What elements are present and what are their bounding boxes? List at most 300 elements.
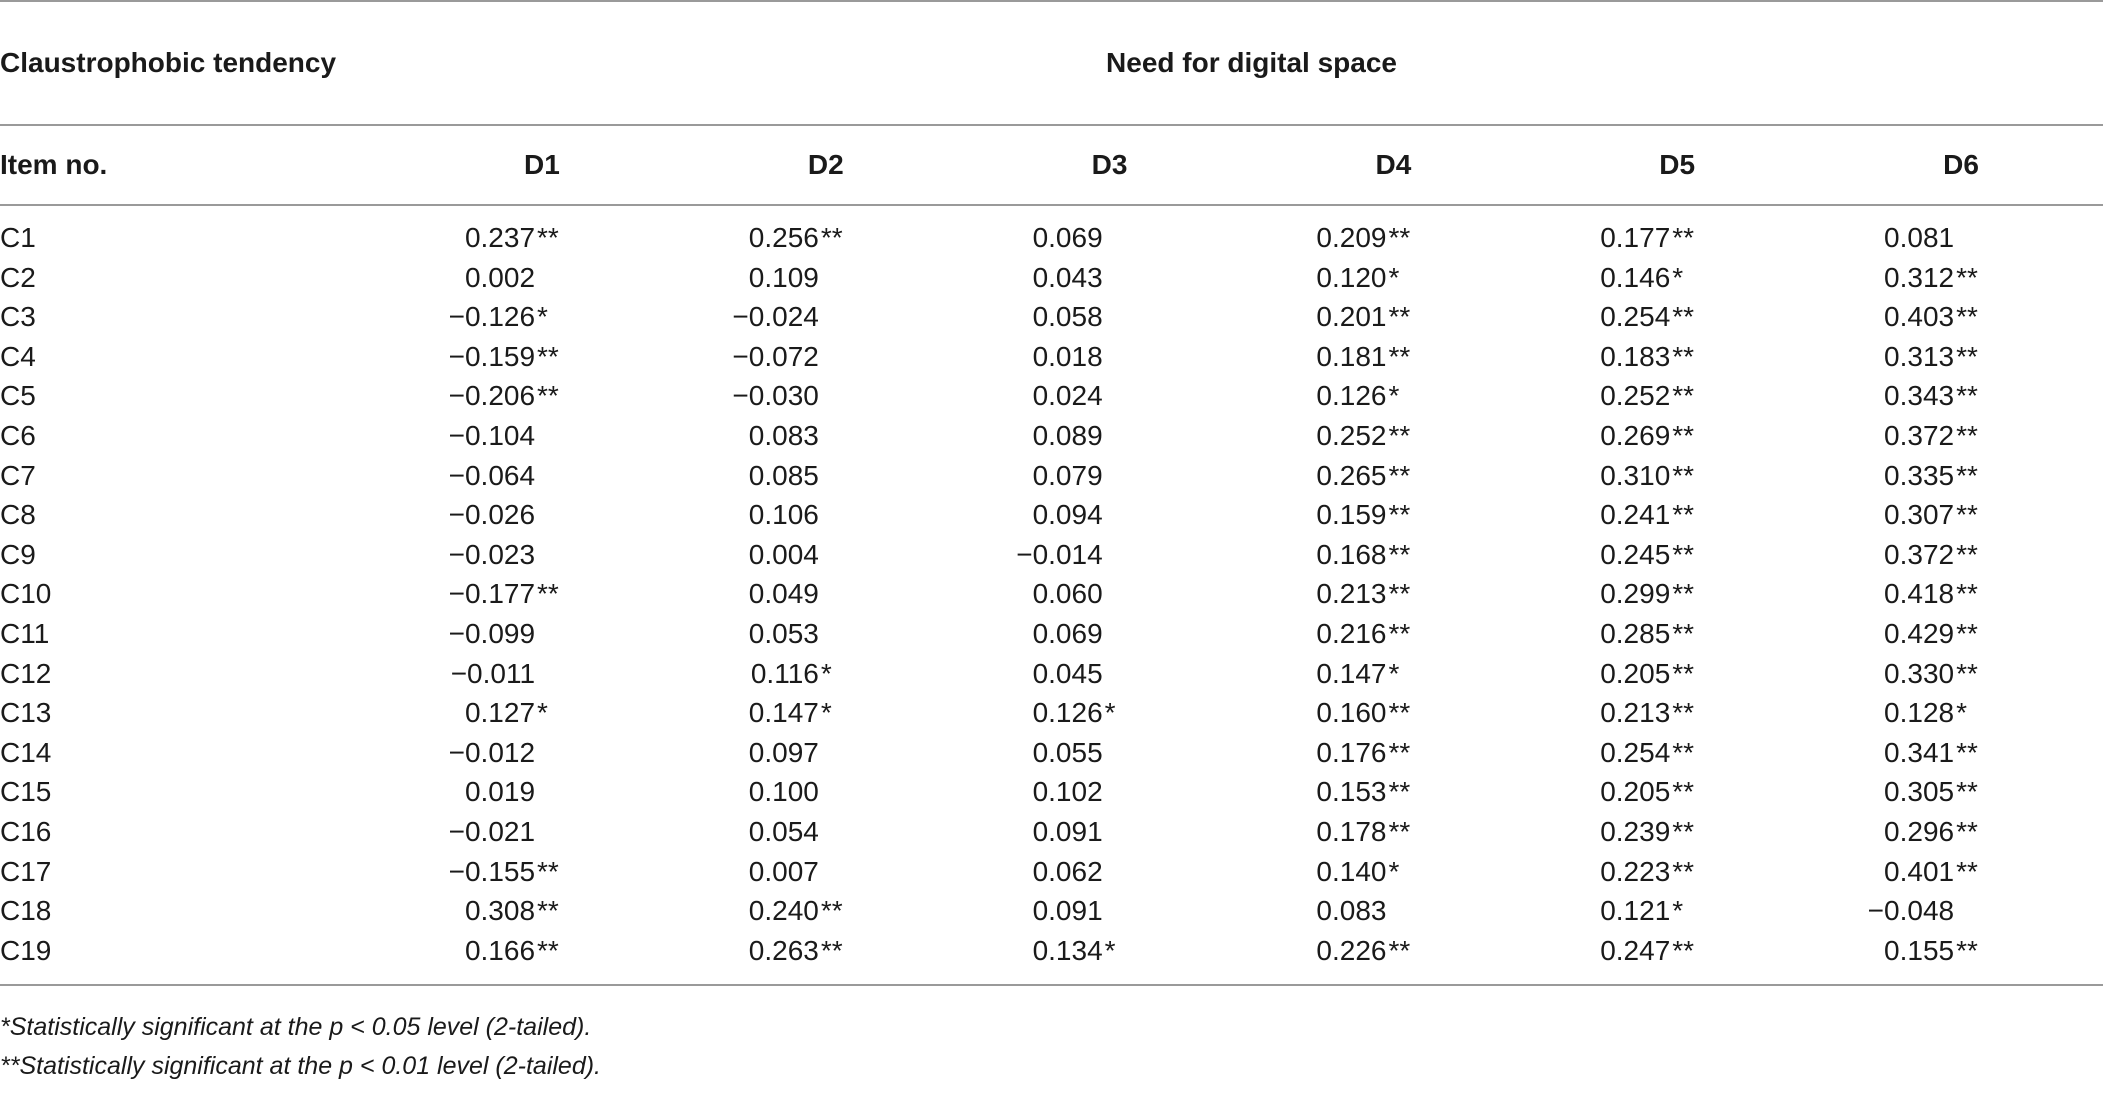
item-label: C18 <box>0 895 52 927</box>
correlation-cell <box>968 852 1252 892</box>
correlation-value: 0.085 <box>748 459 819 491</box>
correlation-cell <box>968 376 1252 416</box>
correlation-value: 0.252 <box>1316 419 1387 451</box>
significance-marker: ** <box>1388 340 1411 372</box>
significance-marker: * <box>820 697 832 729</box>
significance-marker: ** <box>1672 617 1695 649</box>
header-row-columns <box>0 125 2103 205</box>
table-row <box>0 852 2103 892</box>
item-label: C12 <box>0 657 52 689</box>
correlation-value: −0.104 <box>448 419 536 451</box>
correlation-value: 0.121 <box>1600 895 1671 927</box>
footnote-p05: *Statistically significant at the p < 0.05 level (2-tailed). <box>0 1013 592 1041</box>
correlation-value: −0.177 <box>448 578 536 610</box>
correlation-cell <box>1535 205 1819 258</box>
correlation-value: 0.239 <box>1600 815 1671 847</box>
table-row <box>0 337 2103 377</box>
significance-marker: * <box>1388 657 1400 689</box>
correlation-cell <box>968 258 1252 298</box>
correlation-value: 0.024 <box>1032 380 1103 412</box>
significance-marker: ** <box>1956 815 1978 847</box>
correlation-value: 0.205 <box>1600 657 1671 689</box>
item-label: C3 <box>0 301 36 333</box>
correlation-value: 0.372 <box>1884 419 1955 451</box>
item-label: C8 <box>0 499 36 531</box>
significance-marker: ** <box>1956 380 1978 412</box>
correlation-value: 0.055 <box>1032 736 1103 768</box>
significance-marker: ** <box>1388 459 1411 491</box>
correlation-cell <box>1535 258 1819 298</box>
significance-marker: ** <box>1672 736 1695 768</box>
correlation-value: 0.296 <box>1884 815 1955 847</box>
significance-marker: ** <box>1956 301 1978 333</box>
item-label: C1 <box>0 222 36 253</box>
significance-marker: ** <box>820 895 843 927</box>
correlation-cell <box>400 205 684 258</box>
correlation-cell <box>968 495 1252 535</box>
correlation-cell <box>1535 693 1819 733</box>
correlation-cell <box>968 456 1252 496</box>
correlation-cell <box>684 614 968 654</box>
correlation-value: 0.043 <box>1032 261 1103 293</box>
column-header-d5: D5 <box>1659 149 1696 180</box>
column-header-d1: D1 <box>524 149 560 180</box>
correlation-cell <box>1819 812 2103 852</box>
significance-marker: ** <box>1388 578 1411 610</box>
correlation-value: 0.146 <box>1600 261 1671 293</box>
correlation-value: 0.252 <box>1600 380 1671 412</box>
significance-marker: ** <box>1956 657 1978 689</box>
correlation-cell <box>400 535 684 575</box>
correlation-value: −0.159 <box>448 340 536 372</box>
correlation-cell <box>684 733 968 773</box>
group-label: Need for digital space <box>1106 47 1397 78</box>
table-row <box>0 654 2103 694</box>
correlation-cell <box>400 733 684 773</box>
significance-marker: ** <box>1956 776 1978 808</box>
correlation-cell <box>1819 416 2103 456</box>
table-row <box>0 297 2103 337</box>
correlation-cell <box>684 654 968 694</box>
correlation-cell <box>1535 852 1819 892</box>
correlation-cell <box>400 574 684 614</box>
correlation-cell <box>400 693 684 733</box>
significance-marker: ** <box>1672 222 1695 253</box>
column-header-d2: D2 <box>807 149 844 180</box>
correlation-cell <box>400 456 684 496</box>
correlation-cell <box>400 297 684 337</box>
correlation-cell <box>400 852 684 892</box>
correlation-cell <box>684 416 968 456</box>
correlation-value: −0.155 <box>448 855 536 887</box>
item-label: C7 <box>0 459 36 491</box>
correlation-value: 0.160 <box>1316 697 1387 729</box>
item-label: C16 <box>0 815 52 847</box>
correlation-value: 0.201 <box>1316 301 1387 333</box>
correlation-cell <box>968 654 1252 694</box>
significance-marker: ** <box>537 895 559 927</box>
table-row <box>0 456 2103 496</box>
significance-marker: ** <box>1672 657 1695 689</box>
table-row <box>0 574 2103 614</box>
correlation-value: 0.401 <box>1884 855 1955 887</box>
correlation-value: 0.168 <box>1316 538 1387 570</box>
correlation-value: 0.310 <box>1600 459 1671 491</box>
correlation-value: 0.285 <box>1600 617 1671 649</box>
correlation-value: 0.313 <box>1884 340 1955 372</box>
correlation-value: 0.256 <box>748 222 819 253</box>
correlation-cell <box>968 535 1252 575</box>
correlation-cell <box>1819 258 2103 298</box>
significance-marker: ** <box>1388 697 1411 729</box>
correlation-cell <box>968 812 1252 852</box>
significance-marker: ** <box>1388 617 1411 649</box>
correlation-cell <box>1251 495 1535 535</box>
correlation-value: 0.254 <box>1600 301 1671 333</box>
significance-marker: ** <box>1956 736 1978 768</box>
significance-marker: * <box>820 657 832 689</box>
significance-marker: ** <box>1672 815 1695 847</box>
significance-marker: ** <box>1956 617 1978 649</box>
correlation-value: 0.106 <box>748 499 819 531</box>
significance-marker: * <box>1104 934 1116 966</box>
correlation-cell <box>400 812 684 852</box>
footnotes <box>0 1008 601 1086</box>
correlation-cell <box>1535 772 1819 812</box>
correlation-cell <box>1251 456 1535 496</box>
correlation-cell <box>968 693 1252 733</box>
correlation-value: 0.312 <box>1884 261 1955 293</box>
correlation-cell <box>1251 258 1535 298</box>
correlation-value: 0.245 <box>1600 538 1671 570</box>
item-label: C6 <box>0 419 36 451</box>
correlation-value: 0.241 <box>1600 499 1671 531</box>
correlation-cell <box>1819 852 2103 892</box>
significance-marker: ** <box>1388 736 1411 768</box>
correlation-cell <box>684 693 968 733</box>
correlation-cell <box>684 297 968 337</box>
correlation-value: 0.127 <box>464 697 536 729</box>
correlation-value: 0.147 <box>748 697 819 729</box>
correlation-cell <box>1819 733 2103 773</box>
significance-marker: ** <box>1956 538 1978 570</box>
table-row <box>0 614 2103 654</box>
table-body <box>0 205 2103 985</box>
significance-marker: ** <box>1672 855 1695 887</box>
correlation-cell <box>1251 931 1535 986</box>
correlation-value: 0.330 <box>1884 657 1955 689</box>
significance-marker: ** <box>1956 261 1978 293</box>
significance-marker: * <box>1388 380 1400 412</box>
item-label: C11 <box>0 617 50 649</box>
significance-marker: ** <box>1956 499 1978 531</box>
correlation-cell <box>1251 852 1535 892</box>
correlation-value: 0.007 <box>748 855 819 887</box>
correlation-cell <box>968 772 1252 812</box>
correlation-value: 0.126 <box>1316 380 1387 412</box>
correlation-value: 0.109 <box>748 261 819 293</box>
significance-marker: * <box>1672 261 1684 293</box>
significance-marker: ** <box>537 855 559 887</box>
correlation-cell <box>1535 416 1819 456</box>
correlation-cell <box>1251 654 1535 694</box>
significance-marker: * <box>1388 261 1400 293</box>
significance-marker: ** <box>1956 419 1978 451</box>
correlation-cell <box>1819 891 2103 931</box>
significance-marker: ** <box>1388 815 1411 847</box>
correlation-value: 0.240 <box>748 895 819 927</box>
significance-marker: ** <box>1672 578 1695 610</box>
item-label: C2 <box>0 261 36 293</box>
correlation-value: 0.083 <box>1316 895 1387 927</box>
correlation-cell <box>1251 376 1535 416</box>
correlation-cell <box>1251 812 1535 852</box>
significance-marker: ** <box>1672 697 1695 729</box>
correlation-value: 0.102 <box>1032 776 1103 808</box>
correlation-cell <box>968 614 1252 654</box>
correlation-value: 0.341 <box>1884 736 1955 768</box>
correlation-value: 0.429 <box>1884 617 1955 649</box>
item-label: C14 <box>0 736 52 768</box>
correlation-value: 0.004 <box>748 538 819 570</box>
correlation-value: 0.069 <box>1032 617 1103 649</box>
correlation-cell <box>684 772 968 812</box>
correlation-cell <box>684 376 968 416</box>
significance-marker: ** <box>537 340 559 372</box>
table-row <box>0 812 2103 852</box>
correlation-cell <box>1535 654 1819 694</box>
significance-marker: ** <box>1956 459 1978 491</box>
correlation-cell <box>1251 733 1535 773</box>
correlation-value: 0.091 <box>1032 895 1103 927</box>
correlation-cell <box>1535 891 1819 931</box>
correlation-cell <box>684 891 968 931</box>
correlation-value: 0.060 <box>1032 578 1103 610</box>
significance-marker: ** <box>1956 855 1978 887</box>
column-header-d4: D4 <box>1375 149 1412 180</box>
significance-marker: ** <box>820 934 843 966</box>
correlation-value: −0.099 <box>448 617 536 649</box>
significance-marker: * <box>1672 895 1684 927</box>
correlation-value: 0.343 <box>1884 380 1955 412</box>
correlation-cell <box>1819 693 2103 733</box>
correlation-cell <box>968 574 1252 614</box>
correlation-value: 0.100 <box>748 776 819 808</box>
significance-marker: ** <box>820 222 843 253</box>
significance-marker: ** <box>537 578 559 610</box>
correlation-cell <box>684 456 968 496</box>
correlation-value: 0.372 <box>1884 538 1955 570</box>
table-row <box>0 495 2103 535</box>
correlation-cell <box>1819 297 2103 337</box>
correlation-cell <box>1535 297 1819 337</box>
correlation-cell <box>968 297 1252 337</box>
significance-marker: ** <box>1672 538 1695 570</box>
correlation-cell <box>684 205 968 258</box>
correlation-cell <box>1819 931 2103 986</box>
row-label-bottom: Item no. <box>0 149 108 180</box>
correlation-value: −0.072 <box>732 340 819 372</box>
correlation-value: 0.223 <box>1600 855 1671 887</box>
correlation-value: 0.091 <box>1032 815 1103 847</box>
item-label: C10 <box>0 578 52 610</box>
correlation-cell <box>1535 495 1819 535</box>
correlation-cell <box>1535 931 1819 986</box>
correlation-value: 0.335 <box>1884 459 1955 491</box>
correlation-cell <box>1535 376 1819 416</box>
significance-marker: * <box>1104 697 1116 729</box>
correlation-cell <box>400 337 684 377</box>
correlation-value: 0.018 <box>1032 340 1103 372</box>
correlation-cell <box>400 258 684 298</box>
correlation-value: 0.116 <box>750 657 819 689</box>
significance-marker: * <box>1388 855 1400 887</box>
correlation-cell <box>1819 376 2103 416</box>
correlation-cell <box>968 891 1252 931</box>
correlation-value: −0.064 <box>448 459 536 491</box>
significance-marker: ** <box>1956 578 1978 610</box>
correlation-cell <box>400 931 684 986</box>
correlation-cell <box>684 574 968 614</box>
correlation-value: 0.153 <box>1316 776 1387 808</box>
significance-marker: ** <box>1388 934 1411 966</box>
table-row <box>0 205 2103 258</box>
correlation-cell <box>1819 456 2103 496</box>
significance-marker: ** <box>1388 419 1411 451</box>
table-row <box>0 772 2103 812</box>
correlation-value: −0.126 <box>448 301 536 333</box>
footnote-p01: **Statistically significant at the p < 0.01 level (2-tailed). <box>0 1052 602 1080</box>
correlation-value: 0.083 <box>748 419 819 451</box>
correlation-cell <box>1535 337 1819 377</box>
correlation-cell <box>684 495 968 535</box>
correlation-cell <box>1819 574 2103 614</box>
correlation-cell <box>400 772 684 812</box>
correlation-value: −0.026 <box>448 499 536 531</box>
correlation-value: 0.094 <box>1032 499 1103 531</box>
correlation-value: 0.147 <box>1316 657 1387 689</box>
correlation-value: 0.205 <box>1600 776 1671 808</box>
correlation-cell <box>1535 733 1819 773</box>
significance-marker: ** <box>1672 340 1695 372</box>
correlation-cell <box>1251 891 1535 931</box>
correlation-value: 0.097 <box>748 736 819 768</box>
table-row <box>0 258 2103 298</box>
item-label: C9 <box>0 538 36 570</box>
correlation-cell <box>400 654 684 694</box>
correlation-cell <box>1251 693 1535 733</box>
significance-marker: ** <box>537 380 559 412</box>
correlation-value: −0.011 <box>450 657 536 689</box>
correlation-value: 0.265 <box>1316 459 1387 491</box>
correlation-value: −0.206 <box>448 380 536 412</box>
correlation-value: 0.120 <box>1316 261 1387 293</box>
item-label: C15 <box>0 776 52 808</box>
correlation-value: 0.299 <box>1600 578 1671 610</box>
correlation-cell <box>1251 535 1535 575</box>
correlation-value: 0.247 <box>1600 934 1671 966</box>
correlation-value: 0.140 <box>1316 855 1387 887</box>
significance-marker: ** <box>1956 934 1978 966</box>
correlation-value: 0.183 <box>1600 340 1671 372</box>
correlation-value: 0.045 <box>1032 657 1103 689</box>
table-row <box>0 891 2103 931</box>
table-row <box>0 693 2103 733</box>
correlation-value: −0.014 <box>1016 538 1103 570</box>
significance-marker: ** <box>1672 499 1695 531</box>
correlation-cell <box>1535 574 1819 614</box>
significance-marker: ** <box>1672 459 1695 491</box>
correlation-value: 0.263 <box>748 934 819 966</box>
significance-marker: ** <box>1672 934 1695 966</box>
significance-marker: ** <box>1672 380 1695 412</box>
correlation-cell <box>684 535 968 575</box>
correlation-value: 0.019 <box>464 776 536 808</box>
significance-marker: ** <box>537 934 559 966</box>
correlation-cell <box>1251 574 1535 614</box>
significance-marker: ** <box>1388 776 1411 808</box>
item-label: C4 <box>0 340 36 372</box>
correlation-cell <box>1535 812 1819 852</box>
correlation-cell <box>400 416 684 456</box>
correlation-cell <box>400 376 684 416</box>
correlation-cell <box>684 337 968 377</box>
correlation-cell <box>684 852 968 892</box>
correlation-cell <box>1251 297 1535 337</box>
correlation-value: 0.159 <box>1316 499 1387 531</box>
correlation-cell <box>1819 772 2103 812</box>
row-label-top: Claustrophobic tendency <box>0 47 337 78</box>
column-header-d6: D6 <box>1943 149 1979 180</box>
significance-marker: ** <box>1388 222 1411 253</box>
significance-marker: * <box>1956 697 1967 729</box>
correlation-value: 0.403 <box>1884 301 1955 333</box>
correlation-value: 0.181 <box>1316 340 1387 372</box>
correlation-value: 0.079 <box>1032 459 1103 491</box>
significance-marker: ** <box>1672 301 1695 333</box>
correlation-cell <box>684 258 968 298</box>
correlation-cell <box>684 812 968 852</box>
significance-marker: ** <box>1388 538 1411 570</box>
significance-marker: * <box>537 301 548 333</box>
correlation-value: 0.155 <box>1884 934 1955 966</box>
correlation-cell <box>1251 416 1535 456</box>
correlation-value: 0.213 <box>1600 697 1671 729</box>
table-row <box>0 376 2103 416</box>
correlation-cell <box>1819 654 2103 694</box>
correlation-value: 0.002 <box>464 261 536 293</box>
correlation-value: 0.166 <box>464 934 536 966</box>
correlation-cell <box>400 614 684 654</box>
correlation-value: −0.030 <box>732 380 819 412</box>
correlation-value: 0.307 <box>1884 499 1955 531</box>
correlation-cell <box>1819 495 2103 535</box>
correlation-value: 0.081 <box>1884 222 1955 253</box>
significance-marker: ** <box>1672 776 1695 808</box>
correlation-value: 0.226 <box>1316 934 1387 966</box>
table-row <box>0 733 2103 773</box>
correlation-value: 0.176 <box>1316 736 1387 768</box>
item-label: C5 <box>0 380 36 412</box>
correlation-value: 0.134 <box>1032 934 1103 966</box>
correlation-value: 0.049 <box>748 578 819 610</box>
correlation-value: 0.216 <box>1316 617 1387 649</box>
correlation-cell <box>684 931 968 986</box>
correlation-value: 0.418 <box>1884 578 1955 610</box>
correlation-cell <box>400 495 684 535</box>
correlation-cell <box>1819 535 2103 575</box>
correlation-value: 0.069 <box>1032 222 1103 253</box>
